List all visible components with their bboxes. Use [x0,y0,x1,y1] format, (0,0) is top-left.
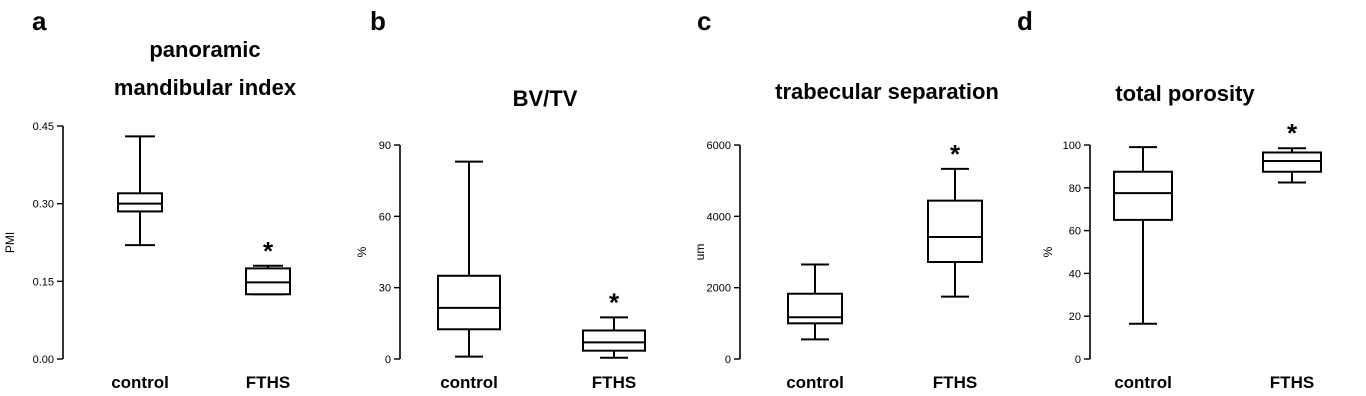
category-label: control [1114,373,1172,392]
panel-title: panoramic [149,37,261,62]
y-tick-label: 0 [1074,354,1081,366]
panel-title: mandibular index [113,75,297,100]
y-axis-label: % [355,246,369,258]
box-FTHS [1263,118,1321,182]
panel-letter: b [370,6,386,36]
panel-title: trabecular separation [775,79,999,104]
box-FTHS [928,139,982,297]
panel-title: total porosity [1115,81,1255,106]
box-FTHS [583,287,645,357]
y-tick-label: 30 [378,282,391,295]
iqr-box [583,330,645,350]
iqr-box [928,201,982,262]
panel-letter: a [32,6,47,36]
category-label: FTHS [245,373,291,392]
significance-star: * [949,138,961,169]
y-tick-label: 40 [1068,268,1081,281]
iqr-box [1114,172,1172,220]
iqr-box [246,268,290,294]
box-FTHS [246,236,290,294]
y-tick-label: 60 [1068,225,1081,238]
y-axis-label: um [693,243,707,261]
y-axis-label: % [1041,246,1055,258]
y-tick-label: 6000 [706,140,731,152]
category-label: control [440,373,498,392]
category-label: control [786,373,844,392]
y-tick-label: 0.15 [32,276,54,289]
panel-a [3,6,297,392]
y-tick-label: 80 [1068,182,1081,195]
iqr-box [438,276,500,330]
significance-star: * [608,287,620,318]
y-tick-label: 4000 [706,211,731,224]
y-tick-label: 2000 [706,282,731,295]
box-control [438,162,500,357]
panel-d [1017,6,1321,392]
y-tick-label: 0.00 [32,354,54,366]
y-tick-label: 20 [1068,311,1081,324]
significance-star: * [1286,118,1298,149]
category-label: FTHS [1269,373,1315,392]
significance-star: * [262,235,274,266]
panel-c [693,6,999,392]
panel-letter: c [697,6,712,36]
y-tick-label: 0.30 [32,198,54,211]
category-label: FTHS [932,373,978,392]
iqr-box [118,193,162,211]
y-tick-label: 100 [1062,140,1081,152]
panel-title: BV/TV [512,86,578,111]
iqr-box [1263,152,1321,171]
panel-letter: d [1017,6,1033,36]
panel-b [355,6,645,392]
y-axis-label: PMI [3,231,17,254]
y-tick-label: 0 [384,354,391,366]
category-label: control [111,373,169,392]
y-tick-label: 60 [378,211,391,224]
y-tick-label: 90 [378,140,391,152]
box-control [1114,147,1172,324]
iqr-box [788,294,842,324]
category-label: FTHS [591,373,637,392]
y-tick-label: 0 [724,354,731,366]
y-tick-label: 0.45 [32,121,54,133]
box-control [788,264,842,339]
box-control [118,136,162,245]
